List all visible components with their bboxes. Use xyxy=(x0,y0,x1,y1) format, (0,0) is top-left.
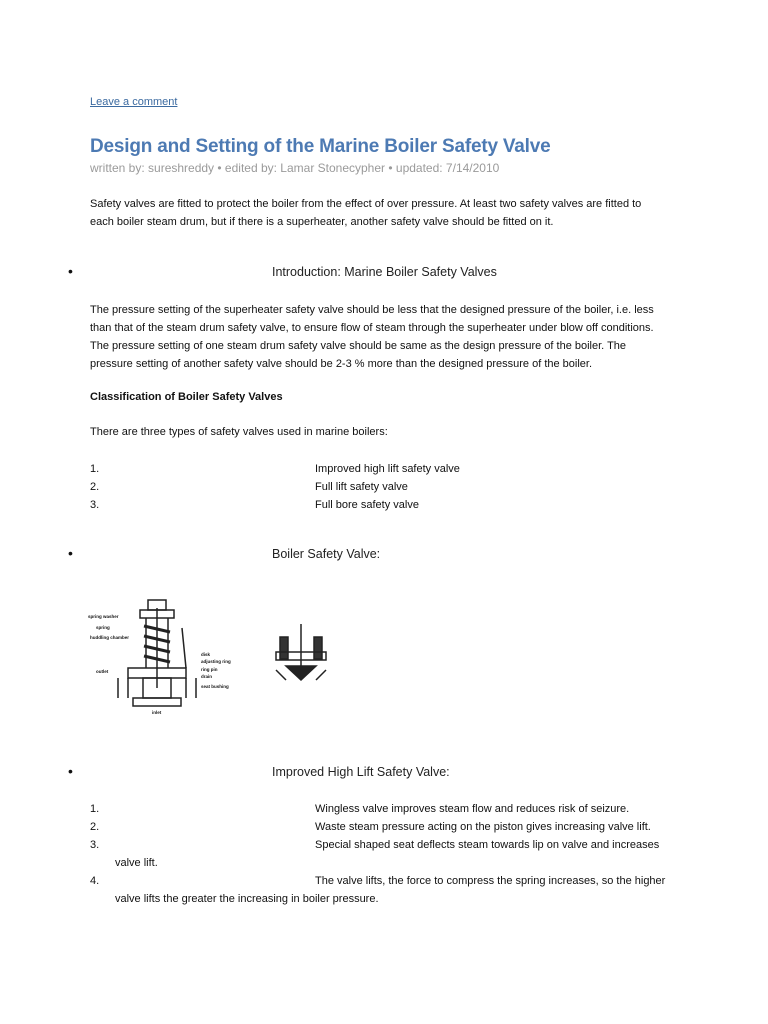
list-text: Full bore safety valve xyxy=(315,499,419,511)
list-number: 3. xyxy=(90,499,100,511)
list-number: 1. xyxy=(90,463,100,475)
list-number: 1. xyxy=(90,803,100,815)
section-heading-boiler-safety-valve: Boiler Safety Valve: xyxy=(272,547,381,561)
diagram-label: huddling chamber xyxy=(90,635,130,640)
list-number: 2. xyxy=(90,481,100,493)
diagram-label: spring washer xyxy=(88,614,119,619)
list-item xyxy=(90,460,590,478)
list-item xyxy=(90,496,590,514)
types-lead: There are three types of safety valves used in marine boilers: xyxy=(90,426,388,438)
diagram-label: ring pin xyxy=(201,667,218,672)
list-text: Waste steam pressure acting on the piston gives increasing valve lift. xyxy=(315,821,651,833)
diagram-label: seat bushing xyxy=(201,684,229,689)
text-line: each boiler steam drum, but if there is a superheater, another safety valve should be fitted on it. xyxy=(90,216,554,228)
intro-paragraph xyxy=(90,195,641,231)
bullet-icon: • xyxy=(68,263,73,279)
leave-comment-link[interactable]: Leave a comment xyxy=(90,96,178,108)
bullet-icon: • xyxy=(68,763,73,779)
high-lift-features-list xyxy=(90,800,690,908)
text-line: Safety valves are fitted to protect the boiler from the effect of over pressure. At least two safety valves are fitted to xyxy=(90,198,642,210)
diagram-label: adjusting ring xyxy=(201,659,231,664)
classification-subheading: Classification of Boiler Safety Valves xyxy=(90,391,283,403)
pressure-paragraph xyxy=(90,301,654,373)
list-text: Wingless valve improves steam flow and reduces risk of seizure. xyxy=(315,803,630,815)
list-item xyxy=(90,818,690,836)
article-title: Design and Setting of the Marine Boiler Safety Valve xyxy=(90,136,551,157)
list-item xyxy=(90,872,690,908)
list-number: 2. xyxy=(90,821,100,833)
list-text: The valve lifts, the force to compress the spring increases, so the higher xyxy=(315,875,666,887)
valve-types-list xyxy=(90,460,590,514)
text-line: pressure setting of another safety valve should be 2-3 % more than the designed pressure of the boiler. xyxy=(90,358,593,370)
list-item xyxy=(90,800,690,818)
text-line: The pressure setting of one steam drum safety valve should be same as the design pressure of the boiler. The xyxy=(90,340,627,352)
bullet-icon: • xyxy=(68,545,73,561)
list-text: Full lift safety valve xyxy=(315,481,408,493)
list-number: 4. xyxy=(90,875,100,887)
list-text: Improved high lift safety valve xyxy=(315,463,460,475)
list-text-continuation: valve lift. xyxy=(115,857,158,869)
text-line: than that of the steam drum safety valve, to ensure flow of steam through the superheater under blow off conditions. xyxy=(90,322,654,334)
diagram-label: drain xyxy=(201,674,213,679)
diagram-label: outlet xyxy=(96,669,109,674)
diagram-label: spring xyxy=(96,625,110,630)
list-number: 3. xyxy=(90,839,100,851)
list-text-continuation: valve lifts the greater the increasing in boiler pressure. xyxy=(115,893,379,905)
section-heading-introduction: Introduction: Marine Boiler Safety Valves xyxy=(272,265,497,279)
safety-valve-diagram xyxy=(88,598,258,716)
text-line: The pressure setting of the superheater safety valve should be less that the designed pressure of the boiler, i.e. less xyxy=(90,304,654,316)
section-heading-improved-high-lift: Improved High Lift Safety Valve: xyxy=(272,765,450,779)
diagram-label: inlet xyxy=(152,710,162,715)
article-meta: written by: sureshreddy • edited by: Lamar Stonecypher • updated: 7/14/2010 xyxy=(90,161,500,175)
high-lift-valve-diagram xyxy=(268,622,338,692)
list-text: Special shaped seat deflects steam towards lip on valve and increases xyxy=(315,839,660,851)
diagram-label: disk xyxy=(201,652,211,657)
list-item xyxy=(90,836,690,872)
list-item xyxy=(90,478,590,496)
